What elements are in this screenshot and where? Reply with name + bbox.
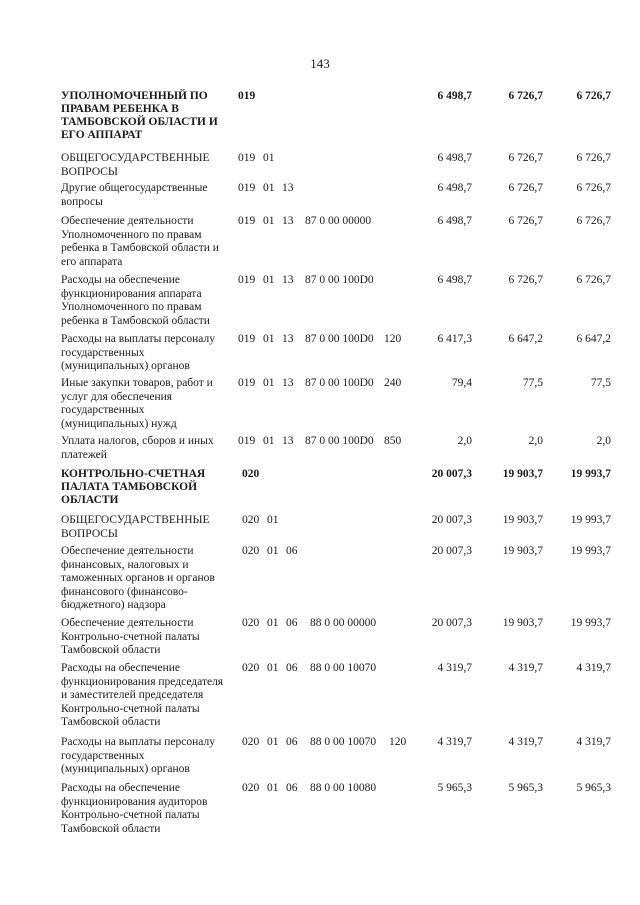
- row-value-2: 19 903,7: [502, 617, 543, 629]
- row-value-3: 77,5: [590, 377, 611, 389]
- row-value-2: 77,5: [522, 377, 543, 389]
- row-pr: 13: [282, 377, 294, 389]
- row-value-1: 6 498,7: [437, 90, 472, 102]
- row-pr: 13: [282, 274, 294, 286]
- row-csr: 87 0 00 100D0: [305, 274, 374, 286]
- row-value-3: 19 993,7: [570, 545, 611, 557]
- row-name: Расходы на обеспечение функционирования председателя и заместителей председателя Контрольно-счетной палаты Тамбовской области: [61, 662, 224, 728]
- row-name: УПОЛНОМОЧЕННЫЙ ПО ПРАВАМ РЕБЕНКА В ТАМБОВСКОЙ ОБЛАСТИ И ЕГО АППАРАТ: [61, 90, 218, 141]
- row-value-3: 4 319,7: [576, 736, 611, 748]
- row-ved: 019: [238, 215, 256, 227]
- row-value-3: 6 726,7: [576, 215, 611, 227]
- row-name: Другие общегосударственные вопросы: [61, 182, 208, 208]
- row-ved: 019: [238, 333, 256, 345]
- row-value-2: 2,0: [528, 435, 543, 447]
- row-name: ОБЩЕГОСУДАРСТВЕННЫЕ ВОПРОСЫ: [61, 152, 210, 178]
- row-name: ОБЩЕГОСУДАРСТВЕННЫЕ ВОПРОСЫ: [61, 514, 210, 540]
- row-value-1: 6 498,7: [437, 152, 472, 164]
- table-row: [0, 215, 640, 274]
- table-row: [0, 182, 640, 215]
- row-value-3: 6 726,7: [576, 274, 611, 286]
- row-pr: 06: [286, 545, 298, 557]
- row-rz: 01: [263, 333, 275, 345]
- row-value-2: 6 726,7: [508, 182, 543, 194]
- row-pr: 06: [286, 617, 298, 629]
- row-csr: 87 0 00 00000: [305, 215, 372, 227]
- row-csr: 87 0 00 100D0: [305, 333, 374, 345]
- row-value-3: 5 965,3: [576, 782, 611, 794]
- row-value-3: 6 726,7: [576, 182, 611, 194]
- row-csr: 88 0 00 10070: [310, 662, 377, 674]
- row-value-1: 2,0: [457, 435, 472, 447]
- row-vr: 120: [389, 736, 407, 748]
- row-value-1: 6 498,7: [437, 182, 472, 194]
- row-vr: 120: [384, 333, 402, 345]
- row-rz: 01: [263, 435, 275, 447]
- row-ved: 019: [238, 90, 256, 102]
- row-value-2: 19 903,7: [502, 514, 543, 526]
- row-value-2: 6 647,2: [508, 333, 543, 345]
- row-rz: 01: [267, 736, 279, 748]
- row-rz: 01: [263, 182, 275, 194]
- row-ved: 019: [238, 377, 256, 389]
- row-ved: 020: [242, 545, 260, 557]
- row-value-1: 6 417,3: [437, 333, 472, 345]
- row-value-2: 4 319,7: [508, 662, 543, 674]
- row-value-3: 6 726,7: [576, 90, 611, 102]
- row-rz: 01: [263, 152, 275, 164]
- row-ved: 020: [242, 662, 260, 674]
- row-ved: 019: [238, 152, 256, 164]
- row-value-1: 20 007,3: [431, 514, 472, 526]
- row-rz: 01: [267, 617, 279, 629]
- table-row: [0, 152, 640, 182]
- row-pr: 13: [282, 333, 294, 345]
- row-value-3: 19 993,7: [570, 468, 611, 480]
- row-value-3: 2,0: [596, 435, 611, 447]
- row-pr: 13: [282, 182, 294, 194]
- row-csr: 87 0 00 100D0: [305, 377, 374, 389]
- row-csr: 88 0 00 00000: [310, 617, 377, 629]
- page-number: 143: [310, 56, 330, 71]
- table-row: [0, 736, 640, 782]
- row-rz: 01: [267, 782, 279, 794]
- row-value-3: 6 726,7: [576, 152, 611, 164]
- row-value-2: 4 319,7: [508, 736, 543, 748]
- row-name: Иные закупки товаров, работ и услуг для обеспечения государственных (муниципальных) нужд: [61, 377, 213, 430]
- row-ved: 020: [242, 736, 260, 748]
- table-row: [0, 377, 640, 435]
- table-row: [0, 435, 640, 468]
- row-rz: 01: [263, 377, 275, 389]
- row-value-1: 4 319,7: [437, 662, 472, 674]
- row-value-3: 4 319,7: [576, 662, 611, 674]
- row-name: Расходы на выплаты персоналу государственных (муниципальных) органов: [61, 333, 215, 372]
- row-value-1: 20 007,3: [431, 468, 472, 480]
- row-value-1: 6 498,7: [437, 215, 472, 227]
- row-name: Обеспечение деятельности финансовых, налоговых и таможенных органов и органов финансового (финансово-бюджетного) надзора: [61, 545, 215, 611]
- row-ved: 020: [242, 782, 260, 794]
- row-pr: 06: [286, 662, 298, 674]
- row-ved: 020: [242, 468, 260, 480]
- row-name: Уплата налогов, сборов и иных платежей: [61, 435, 214, 461]
- table-row: [0, 662, 640, 736]
- row-value-2: 6 726,7: [508, 152, 543, 164]
- row-name: КОНТРОЛЬНО-СЧЕТНАЯ ПАЛАТА ТАМБОВСКОЙ ОБЛАСТИ: [61, 468, 206, 506]
- row-rz: 01: [263, 274, 275, 286]
- table-row: [0, 468, 640, 514]
- row-value-1: 79,4: [451, 377, 472, 389]
- row-value-2: 5 965,3: [508, 782, 543, 794]
- row-value-3: 19 993,7: [570, 514, 611, 526]
- row-vr: 240: [384, 377, 402, 389]
- row-rz: 01: [267, 662, 279, 674]
- table-row: [0, 90, 640, 152]
- row-value-2: 6 726,7: [508, 215, 543, 227]
- row-ved: 020: [242, 617, 260, 629]
- row-name: Расходы на выплаты персоналу государственных (муниципальных) органов: [61, 736, 215, 775]
- row-value-2: 19 903,7: [502, 468, 543, 480]
- row-value-2: 6 726,7: [508, 90, 543, 102]
- table-row: [0, 274, 640, 333]
- row-pr: 06: [286, 782, 298, 794]
- row-pr: 13: [282, 435, 294, 447]
- row-ved: 019: [238, 435, 256, 447]
- row-rz: 01: [263, 215, 275, 227]
- table-row: [0, 514, 640, 545]
- row-name: Расходы на обеспечение функционирования аппарата Уполномоченного по правам ребенка в Тамбовской области: [61, 274, 210, 327]
- table-row: [0, 333, 640, 377]
- row-value-1: 20 007,3: [431, 617, 472, 629]
- row-value-3: 19 993,7: [570, 617, 611, 629]
- row-csr: 88 0 00 10080: [310, 782, 377, 794]
- table-row: [0, 545, 640, 617]
- row-name: Обеспечение деятельности Уполномоченного по правам ребенка в Тамбовской области и его аппарата: [61, 215, 219, 268]
- row-value-1: 20 007,3: [431, 545, 472, 557]
- row-ved: 020: [242, 514, 260, 526]
- row-name: Обеспечение деятельности Контрольно-счетной палаты Тамбовской области: [61, 617, 200, 656]
- row-name: Расходы на обеспечение функционирования аудиторов Контрольно-счетной палаты Тамбовской области: [61, 782, 208, 835]
- row-value-2: 19 903,7: [502, 545, 543, 557]
- table-row: [0, 782, 640, 842]
- row-csr: 87 0 00 100D0: [305, 435, 374, 447]
- row-ved: 019: [238, 182, 256, 194]
- row-value-1: 5 965,3: [437, 782, 472, 794]
- row-ved: 019: [238, 274, 256, 286]
- row-pr: 13: [282, 215, 294, 227]
- row-value-2: 6 726,7: [508, 274, 543, 286]
- row-csr: 88 0 00 10070: [310, 736, 377, 748]
- row-rz: 01: [267, 545, 279, 557]
- row-vr: 850: [384, 435, 402, 447]
- row-value-1: 4 319,7: [437, 736, 472, 748]
- row-rz: 01: [267, 514, 279, 526]
- row-value-1: 6 498,7: [437, 274, 472, 286]
- row-pr: 06: [286, 736, 298, 748]
- row-value-3: 6 647,2: [576, 333, 611, 345]
- table-row: [0, 617, 640, 662]
- budget-table: [0, 90, 640, 842]
